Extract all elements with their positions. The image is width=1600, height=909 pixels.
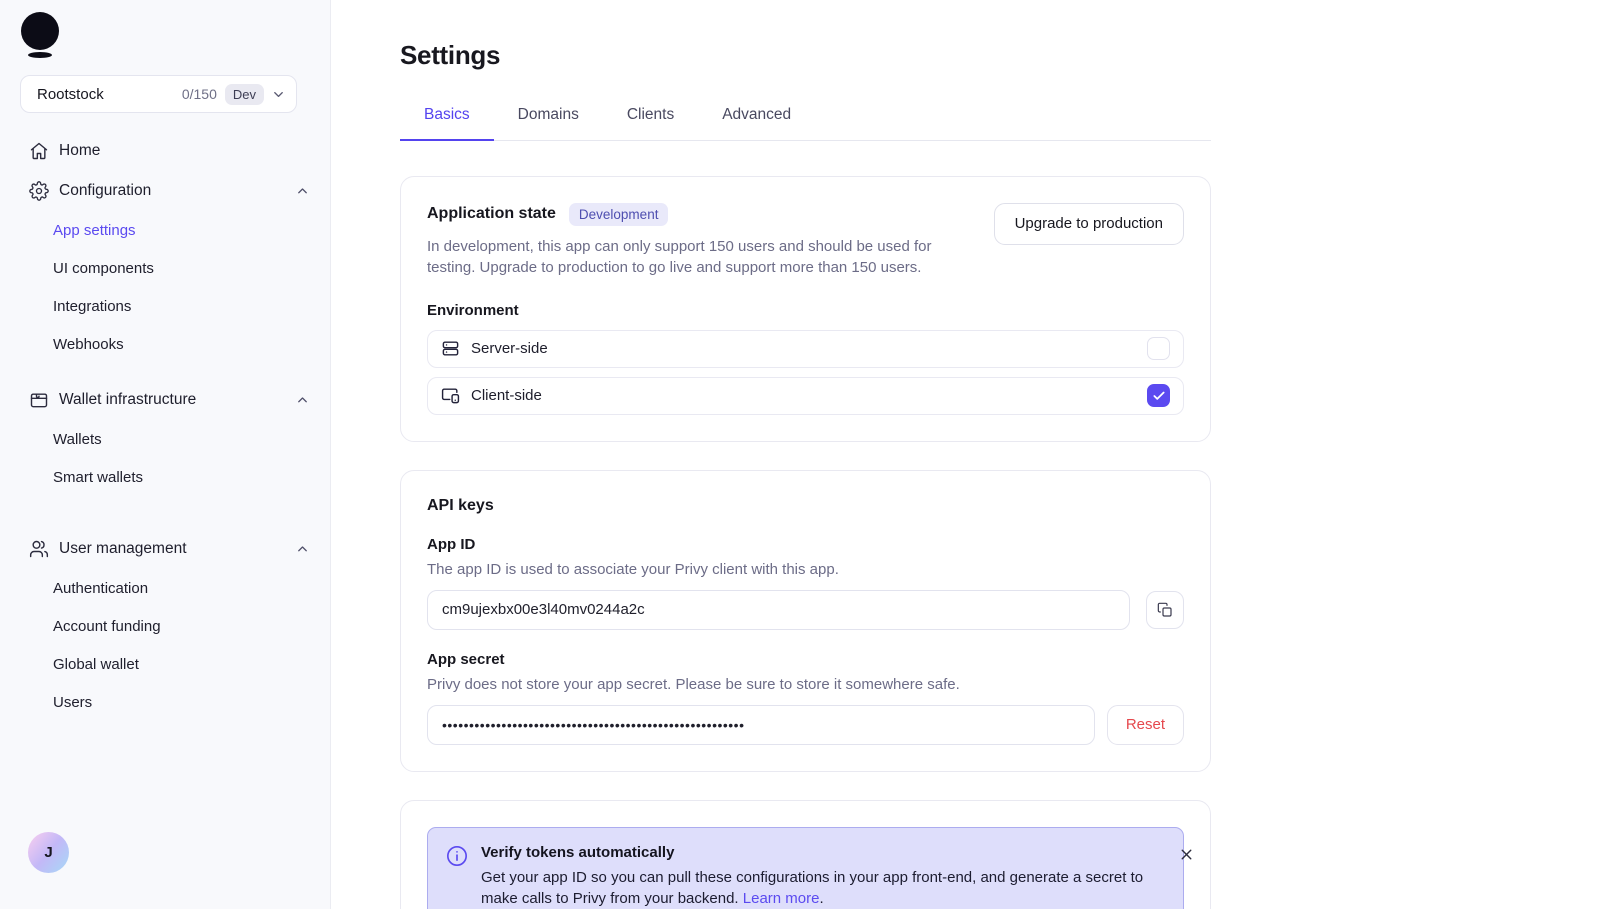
sidebar-item-wallet-infrastructure[interactable] bbox=[0, 380, 330, 420]
upgrade-to-production-button[interactable]: Upgrade to production bbox=[994, 203, 1184, 245]
gear-icon bbox=[29, 181, 49, 201]
sidebar-item-user-management[interactable] bbox=[0, 529, 330, 569]
tab-advanced[interactable]: Advanced bbox=[722, 106, 792, 123]
workspace-user-count: 0/150 bbox=[181, 86, 217, 102]
privy-logo-base bbox=[28, 52, 52, 58]
chevron-up-icon bbox=[295, 393, 310, 408]
sidebar-item-authentication[interactable]: Authentication bbox=[53, 579, 149, 597]
close-icon bbox=[1178, 846, 1195, 863]
devices-icon bbox=[441, 386, 460, 405]
sidebar-item-configuration[interactable] bbox=[0, 171, 330, 211]
sidebar-item-label: Configuration bbox=[59, 182, 152, 199]
sidebar-nav bbox=[0, 131, 330, 738]
app-secret-label: App secret bbox=[427, 650, 505, 668]
user-avatar[interactable]: J bbox=[28, 832, 69, 873]
sidebar-group-user-management bbox=[0, 529, 330, 721]
tab-basics[interactable]: Basics bbox=[400, 106, 494, 141]
verify-tokens-banner bbox=[427, 827, 1184, 909]
info-icon bbox=[446, 845, 468, 867]
chevron-up-icon bbox=[295, 184, 310, 199]
app-id-label: App ID bbox=[427, 535, 476, 553]
client-side-label: Client-side bbox=[471, 387, 542, 404]
banner-title: Verify tokens automatically bbox=[481, 843, 675, 861]
sidebar-group-configuration bbox=[0, 171, 330, 363]
sidebar-item-wallets[interactable]: Wallets bbox=[53, 430, 102, 448]
wallet-icon bbox=[29, 390, 49, 410]
settings-tabs bbox=[400, 106, 1211, 141]
server-icon bbox=[441, 339, 460, 358]
client-side-checkbox[interactable] bbox=[1147, 384, 1170, 407]
app-id-input[interactable] bbox=[427, 590, 1130, 630]
privy-logo bbox=[21, 12, 59, 58]
sidebar-item-global-wallet[interactable]: Global wallet bbox=[53, 655, 139, 673]
server-side-label: Server-side bbox=[471, 340, 548, 357]
banner-body-suffix: . bbox=[819, 890, 824, 907]
client-side-option[interactable] bbox=[427, 377, 1184, 415]
sidebar-item-app-settings[interactable]: App settings bbox=[53, 221, 136, 239]
sidebar bbox=[0, 0, 331, 909]
copy-app-id-button[interactable] bbox=[1146, 591, 1184, 629]
application-state-card bbox=[400, 176, 1211, 442]
main-area bbox=[332, 0, 1600, 909]
users-icon bbox=[29, 539, 49, 559]
verification-card bbox=[400, 800, 1211, 909]
sidebar-item-home[interactable] bbox=[0, 131, 330, 171]
sidebar-item-webhooks[interactable]: Webhooks bbox=[53, 335, 124, 353]
sidebar-item-account-funding[interactable]: Account funding bbox=[53, 617, 161, 635]
page-title: Settings bbox=[400, 40, 501, 70]
chevron-up-icon bbox=[295, 542, 310, 557]
sidebar-item-integrations[interactable]: Integrations bbox=[53, 297, 132, 315]
home-icon bbox=[29, 141, 49, 161]
app-secret-input[interactable] bbox=[427, 705, 1095, 745]
copy-icon bbox=[1157, 602, 1173, 618]
privy-logo-circle bbox=[21, 12, 59, 50]
app-secret-description: Privy does not store your app secret. Please be sure to store it somewhere safe. bbox=[427, 675, 960, 693]
workspace-name: Rootstock bbox=[37, 85, 104, 103]
banner-body bbox=[481, 867, 1176, 909]
sidebar-group-wallet-infrastructure bbox=[0, 380, 330, 496]
reset-secret-button[interactable]: Reset bbox=[1107, 705, 1184, 745]
workspace-env-badge: Dev bbox=[225, 84, 264, 105]
tab-domains[interactable]: Domains bbox=[517, 106, 579, 123]
api-keys-heading: API keys bbox=[427, 496, 494, 514]
application-state-description: In development, this app can only support 150 users and should be used for testing. Upgrade to production to go live and support more than 150 users. bbox=[427, 237, 932, 276]
api-keys-card bbox=[400, 470, 1211, 772]
development-badge: Development bbox=[569, 203, 669, 226]
environment-label: Environment bbox=[427, 301, 519, 319]
app-id-description: The app ID is used to associate your Privy client with this app. bbox=[427, 560, 839, 578]
server-side-option[interactable] bbox=[427, 330, 1184, 368]
banner-body-text: Get your app ID so you can pull these configurations in your app front-end, and generate a secret to make calls to Privy from your backend. bbox=[481, 868, 1144, 907]
application-state-heading: Application state bbox=[427, 205, 556, 222]
sidebar-item-ui-components[interactable]: UI components bbox=[53, 259, 154, 277]
workspace-selector[interactable] bbox=[20, 75, 297, 113]
sidebar-item-label: User management bbox=[59, 540, 187, 557]
sidebar-item-smart-wallets[interactable]: Smart wallets bbox=[53, 468, 144, 486]
sidebar-item-label: Wallet infrastructure bbox=[59, 391, 197, 408]
learn-more-link[interactable]: Learn more bbox=[742, 890, 820, 907]
check-icon bbox=[1152, 389, 1166, 403]
sidebar-item-users[interactable]: Users bbox=[53, 693, 93, 711]
chevron-down-icon bbox=[271, 87, 286, 102]
tab-clients[interactable]: Clients bbox=[626, 106, 675, 123]
server-side-checkbox[interactable] bbox=[1147, 337, 1170, 360]
sidebar-item-label: Home bbox=[59, 142, 101, 159]
banner-close-button[interactable] bbox=[1176, 844, 1197, 865]
